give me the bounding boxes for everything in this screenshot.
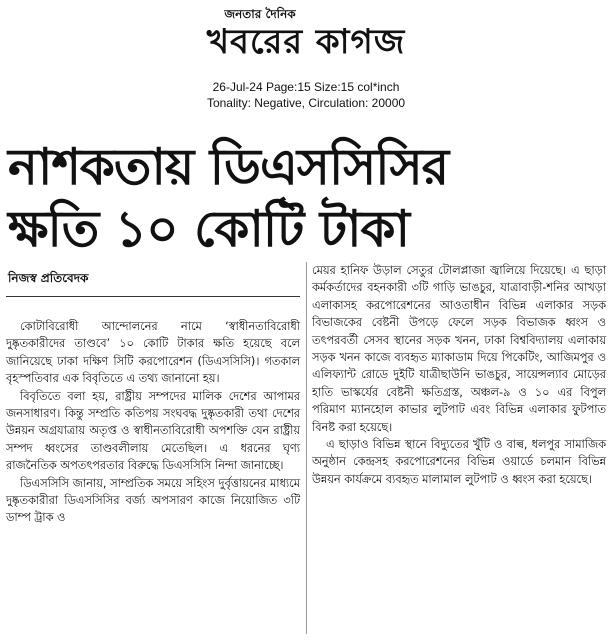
headline-line-2: ক্ষতি ১০ কোটি টাকা (8, 200, 410, 258)
article-column-right (312, 262, 606, 488)
article-column-left (6, 318, 300, 527)
headline-line-1: নাশকতায় ডিএসসিসির (8, 138, 449, 196)
byline: নিজস্ব প্রতিবেদক (8, 271, 89, 285)
masthead (0, 0, 612, 76)
paragraph: কোটাবিরোধী আন্দোলনের নামে ‘স্বাধীনতাবিরোধী দুষ্কৃতকারীদের তাণ্ডবে’ ১০ কোটি টাকার ক্ষতি হয়েছে বলে জানিয়েছে ঢাকা দক্ষিণ সিটি করপোরেশন (ডিএসসিসি)। গতকাল বৃহস্পতিবার এক বিবৃতিতে এ তথ্য জানানো হয়। (6, 320, 300, 386)
column-divider (306, 262, 307, 634)
clipping-meta-tonality: Tonality: Negative, Circulation: 20000 (206, 96, 406, 110)
paragraph: মেয়র হানিফ উড়াল সেতুর টোলপ্লাজা জ্বালিয়ে দিয়েছে। এ ছাড়া কর্মকর্তাদের বহনকারী ৩টি গাড়ি ভাঙচুর, যাত্রাবাড়ী-শনির আখড়া এলাকাসহ করপোরেশনের আওতাধীন বিভিন্ন এলাকার সড়ক বিভাজকের বেষ্টনী উপড়ে ফেলে সড়ক বিভাজক ধ্বংস ও তৎপরবর্তী সেসব স্থানের সড়ক খনন, ঢাকা বিশ্ববিদ্যালয় এলাকায় সড়ক খনন কাজে ব্যবহৃত ম্যাকাডাম দিয়ে পিকেটিং, আজিমপুর ও এলিফ্যান্ট রোডে দুইটি যাত্রীছাউনি ভাঙচুর, সায়েন্সল্যাব মোড়ের হাতি ভাস্কর্যের বেষ্টনী ক্ষতিগ্রস্ত, অঞ্চল-৯ ও ১০ এর বিপুল পরিমাণ ম্যানহোল কাভার লুটপাট এবং বিভিন্ন এলাকার ফুটপাত বিনষ্ট করা হয়েছে। (312, 264, 606, 434)
masthead-tagline: জনতার দৈনিক (224, 7, 296, 21)
clipping-meta-date-page: 26-Jul-24 Page:15 Size:15 col*inch (212, 80, 400, 94)
newspaper-name: খবরের কাগজ (206, 22, 406, 62)
paragraph: বিবৃতিতে বলা হয়, রাষ্ট্রীয় সম্পদের মালিক দেশের আপামর জনসাধারণ। কিন্তু সম্প্রতি কতিপয় সংঘবদ্ধ দুষ্কৃতকারী তথা দেশের উন্নয়ন অগ্রযাত্রায় অতৃপ্ত ও স্বাধীনতাবিরোধী অপশক্তি যেন রাষ্ট্রীয় সম্পদ ধ্বংসের তাণ্ডবলীলায় মেতেছিল। এ ধরনের ঘৃণ্য রাজনৈতিক অপতৎপরতার বিরুদ্ধে ডিএসসিসি নিন্দা জানাচ্ছে। (6, 389, 300, 473)
byline-divider (6, 296, 300, 297)
paragraph: ডিএসসিসি জানায়, সাম্প্রতিক সময়ে সহিংস দুর্বৃত্তায়নের মাধ্যমে দুষ্কৃতকারীরা ডিএসসিসির বর্জ্য অপসারণ কাজে নিয়োজিত ৩টি ডাম্প ট্রাক ও (6, 476, 300, 525)
paragraph: এ ছাড়াও বিভিন্ন স্থানে বিদ্যুতের খুঁটি ও বাল্ব, ধলপুর সামাজিক অনুষ্ঠান কেন্দ্রসহ করপোরেশনের বিভিন্ন ওয়ার্ডে চলমান বিভিন্ন উন্নয়ন কার্যক্রমে ব্যবহৃত মালামাল লুটপাট ও ধ্বংস করা হয়েছে। (312, 438, 606, 486)
